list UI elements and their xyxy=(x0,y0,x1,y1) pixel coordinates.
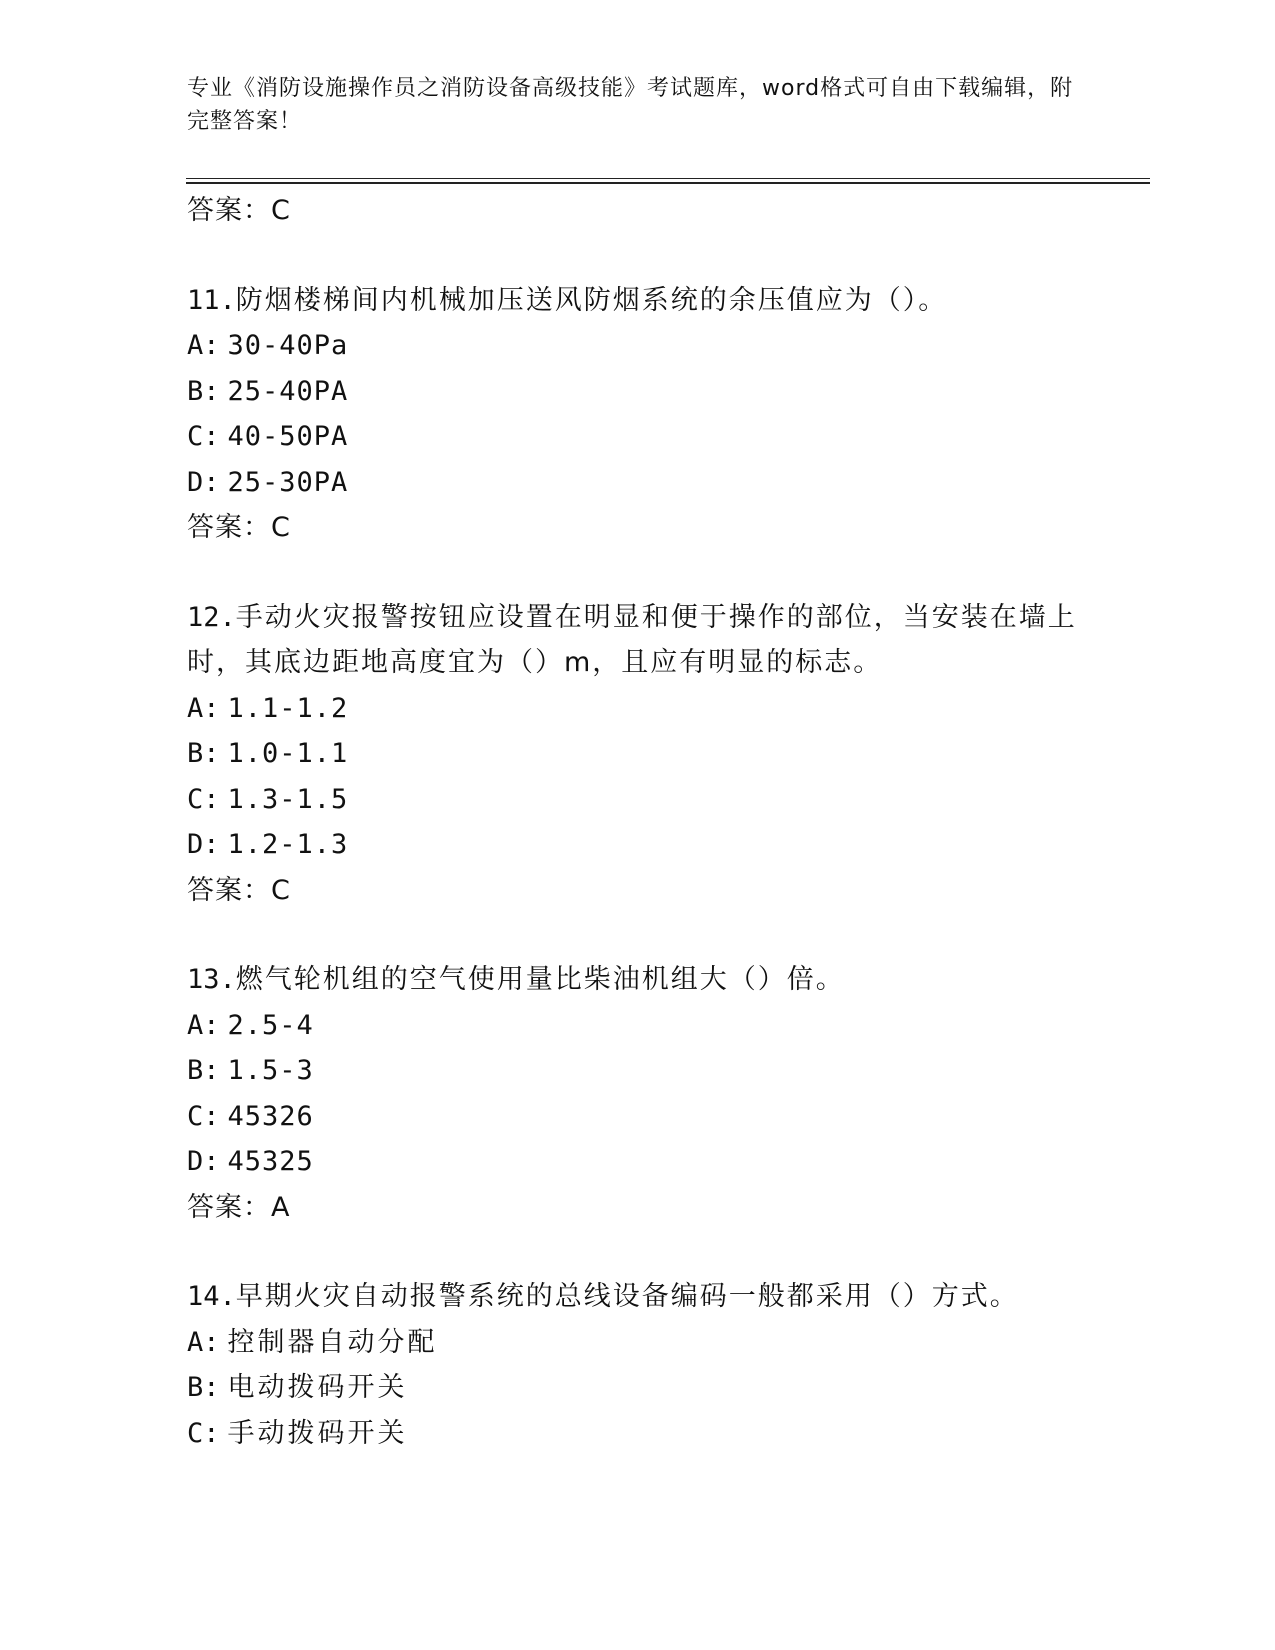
answer-label: 答案： xyxy=(187,195,271,226)
option-text: 控制器自动分配 xyxy=(227,1326,438,1358)
question-number: 12. xyxy=(187,601,236,633)
option-text: 2.5-4 xyxy=(227,1009,314,1041)
header-rule-thin xyxy=(186,178,1150,179)
option-text: 45326 xyxy=(227,1100,314,1132)
answer-line xyxy=(187,188,1147,234)
question-text: 时，其底边距地高度宜为（）m，且应有明显的标志。 xyxy=(187,647,883,678)
option-line xyxy=(187,777,1147,823)
question-stem-continued xyxy=(187,640,1147,686)
option-letter: D: xyxy=(187,466,220,498)
question-stem xyxy=(187,1274,1147,1320)
answer-line xyxy=(187,505,1147,551)
option-line xyxy=(187,1411,1147,1457)
answer-value: A xyxy=(271,1191,291,1223)
spacer xyxy=(187,913,1147,957)
question-text: 早期火灾自动报警系统的总线设备编码一般都采用（）方式。 xyxy=(235,1281,1019,1312)
option-text: 40-50PA xyxy=(227,421,349,452)
option-line xyxy=(187,686,1147,732)
question-stem xyxy=(187,278,1147,324)
header-rule-thick xyxy=(186,182,1150,184)
answer-label: 答案： xyxy=(187,512,271,543)
option-letter: A: xyxy=(187,330,220,361)
option-letter: B: xyxy=(187,1372,220,1403)
question-number: 11. xyxy=(187,284,236,316)
option-letter: C: xyxy=(187,1100,220,1132)
question-text: 防烟楼梯间内机械加压送风防烟系统的余压值应为（）。 xyxy=(235,284,948,316)
option-text: 1.5-3 xyxy=(227,1055,314,1086)
option-line xyxy=(187,1320,1147,1366)
option-text: 25-40PA xyxy=(227,375,349,407)
option-letter: C: xyxy=(187,1417,220,1449)
page-header: 专业《消防设施操作员之消防设备高级技能》考试题库，word格式可自由下载编辑，附完整答案！ xyxy=(187,76,1074,134)
option-letter: B: xyxy=(187,375,220,407)
question-stem xyxy=(187,595,1147,641)
question-number: 14. xyxy=(187,1281,236,1312)
answer-value: C xyxy=(271,512,291,543)
option-text: 30-40Pa xyxy=(227,330,349,361)
option-line xyxy=(187,1003,1147,1049)
question-number: 13. xyxy=(187,964,236,995)
option-line xyxy=(187,460,1147,506)
option-line xyxy=(187,1365,1147,1411)
option-letter: C: xyxy=(187,783,220,815)
option-text: 25-30PA xyxy=(227,466,349,498)
option-line xyxy=(187,822,1147,868)
answer-label: 答案： xyxy=(187,1191,271,1223)
option-letter: C: xyxy=(187,421,220,452)
option-line xyxy=(187,1094,1147,1140)
option-letter: A: xyxy=(187,1326,220,1358)
option-letter: A: xyxy=(187,1009,220,1041)
option-line xyxy=(187,1139,1147,1185)
question-text: 燃气轮机组的空气使用量比柴油机组大（）倍。 xyxy=(235,964,845,995)
option-text: 1.2-1.3 xyxy=(227,829,349,860)
option-text: 1.1-1.2 xyxy=(227,692,349,724)
option-line xyxy=(187,414,1147,460)
answer-line xyxy=(187,1185,1147,1231)
option-text: 1.0-1.1 xyxy=(227,738,349,769)
option-text: 1.3-1.5 xyxy=(227,783,349,815)
option-letter: B: xyxy=(187,738,220,769)
question-text: 手动火灾报警按钮应设置在明显和便于操作的部位，当安装在墙上 xyxy=(235,601,1077,633)
option-text: 手动拨码开关 xyxy=(227,1417,408,1449)
option-line xyxy=(187,1048,1147,1094)
option-letter: B: xyxy=(187,1055,220,1086)
option-line xyxy=(187,369,1147,415)
option-letter: D: xyxy=(187,1146,220,1177)
option-text: 45325 xyxy=(227,1146,314,1177)
spacer xyxy=(187,551,1147,595)
option-line xyxy=(187,731,1147,777)
answer-line xyxy=(187,868,1147,914)
answer-value: C xyxy=(271,195,291,226)
question-list xyxy=(187,188,1147,1456)
spacer xyxy=(187,1230,1147,1274)
option-letter: A: xyxy=(187,692,220,724)
spacer xyxy=(187,234,1147,278)
option-line xyxy=(187,323,1147,369)
answer-label: 答案： xyxy=(187,874,271,906)
option-letter: D: xyxy=(187,829,220,860)
answer-value: C xyxy=(271,874,291,906)
option-text: 电动拨码开关 xyxy=(227,1372,408,1403)
question-stem xyxy=(187,957,1147,1003)
